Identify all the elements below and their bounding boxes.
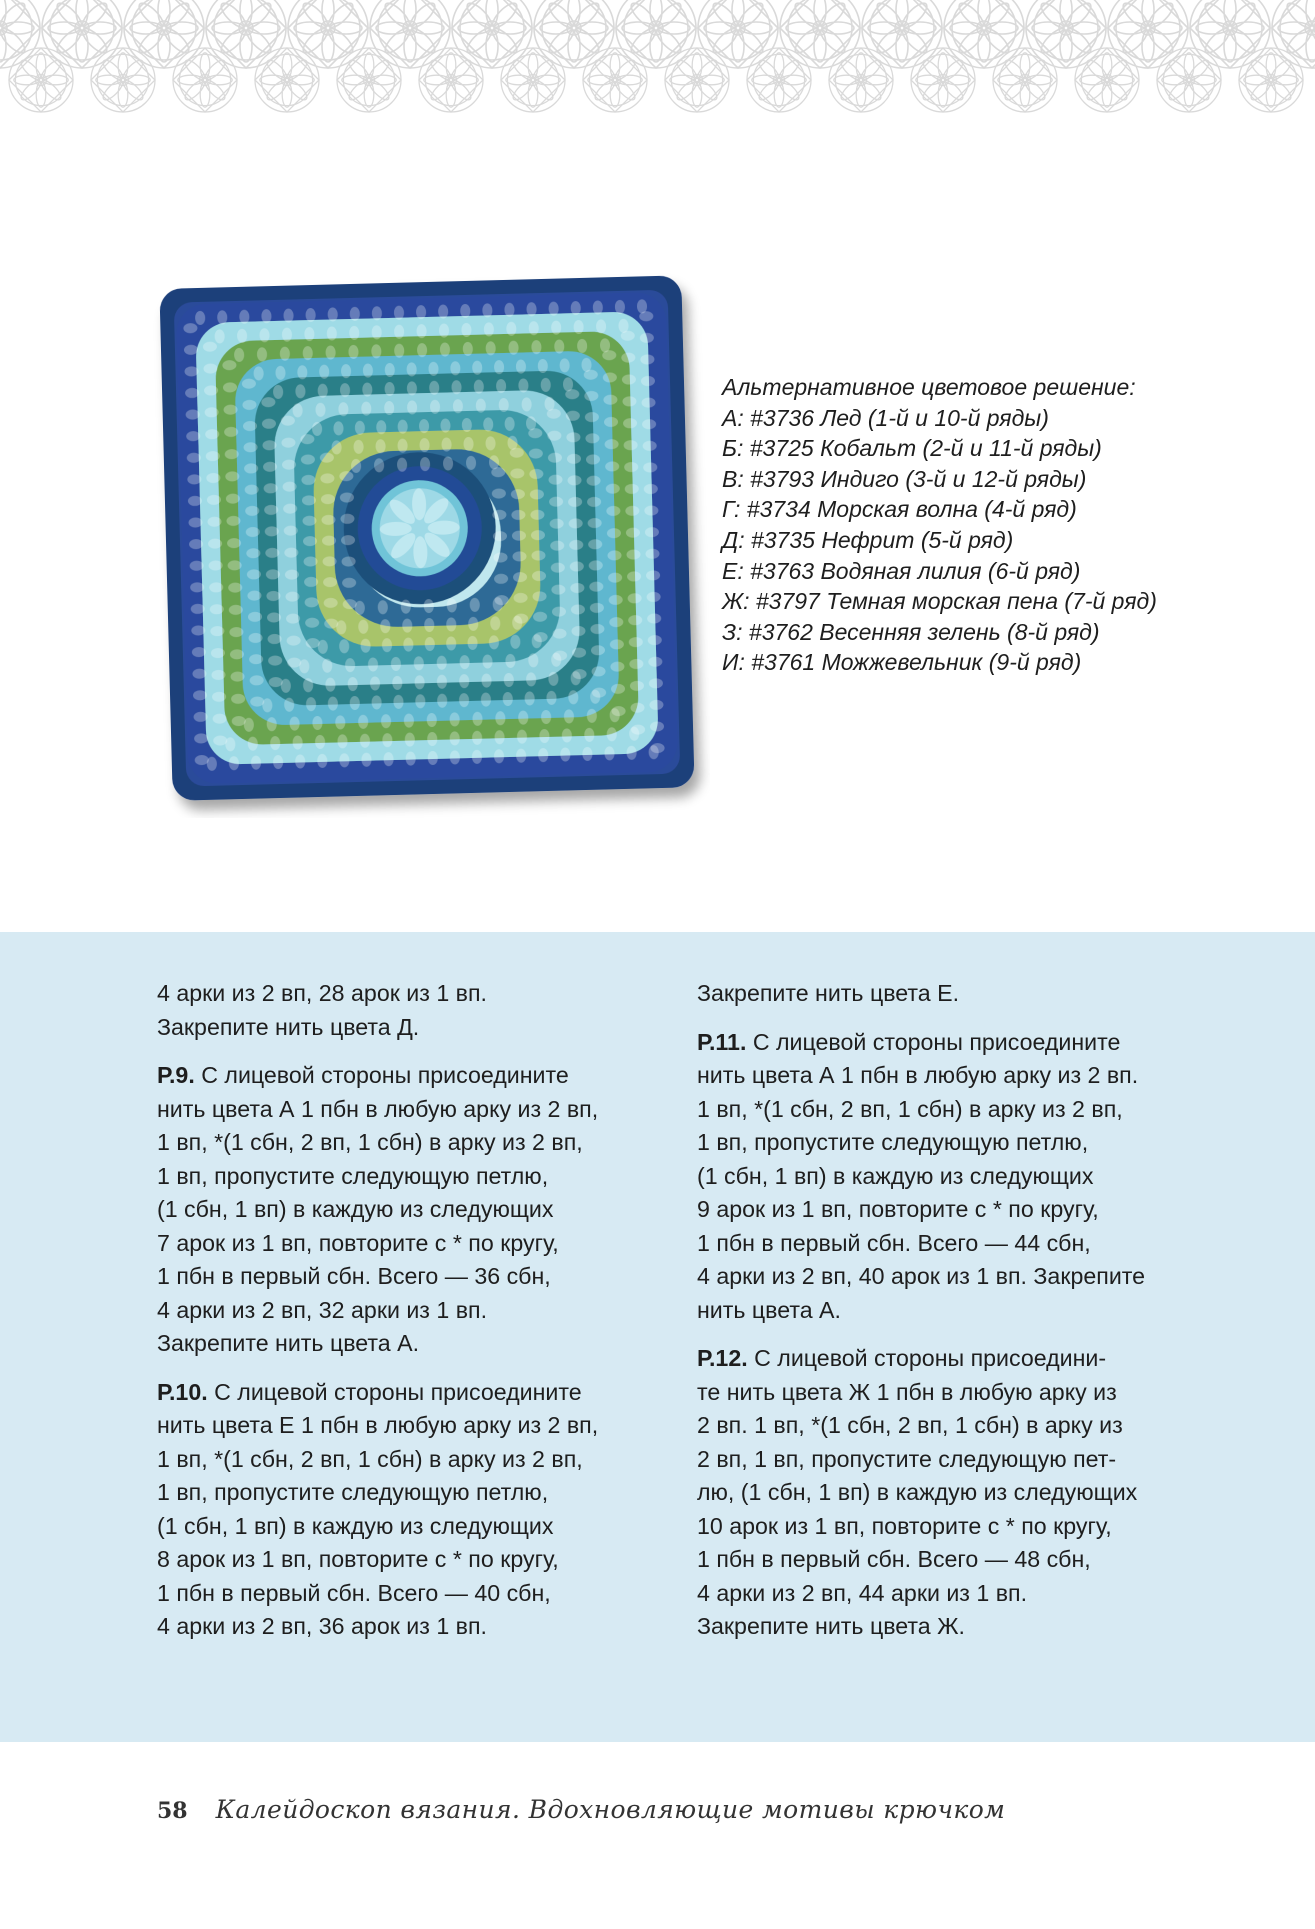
text-line: 7 арок из 1 вп, повторите с * по кругу, — [157, 1229, 559, 1256]
colorway-line: Г: #3734 Морская волна (4-й ряд) — [722, 496, 1077, 523]
paragraph-continuation — [697, 977, 1227, 1011]
lace-flower-motif — [419, 48, 483, 112]
lace-flower-motif — [829, 48, 893, 112]
text-line: 2 вп, 1 вп, пропустите следующую пет- — [697, 1445, 1117, 1472]
text-line: нить цвета А 1 пбн в любую арку из 2 вп. — [697, 1062, 1139, 1088]
text-line — [157, 1376, 687, 1410]
colorway-line: Д: #3735 Нефрит (5-й ряд) — [722, 526, 1014, 553]
row-intro: С лицевой стороны присоедините — [194, 1062, 569, 1088]
text-line: Закрепите нить цвета А. — [157, 1330, 420, 1356]
lace-flower-motif — [993, 48, 1057, 112]
text-line — [157, 1059, 687, 1093]
lace-flower-motif — [1157, 48, 1221, 112]
paragraph-row-12 — [697, 1342, 1227, 1644]
text-line: (1 сбн, 1 вп) в каждую из следующих — [697, 1162, 1094, 1189]
alternative-colorway-list — [722, 372, 1282, 678]
row-intro: С лицевой стороны присоедините — [746, 1028, 1121, 1055]
text-line: 1 пбн в первый сбн. Всего — 44 сбн, — [697, 1229, 1091, 1256]
text-line: 4 арки из 2 вп, 44 арки из 1 вп. — [697, 1579, 1028, 1606]
text-line: те нить цвета Ж 1 пбн в любую арку из — [697, 1378, 1117, 1405]
page-footer — [157, 1795, 1005, 1824]
text-line: 4 арки из 2 вп, 40 арок из 1 вп. Закрепите — [697, 1263, 1146, 1289]
text-line: Закрепите нить цвета Д. — [157, 1013, 420, 1040]
paragraph-row-9 — [157, 1059, 687, 1361]
colorway-line: Б: #3725 Кобальт (2-й и 11-й ряды) — [722, 435, 1102, 462]
lace-flower-motif — [173, 48, 237, 112]
lace-pattern-row — [9, 48, 1303, 112]
text-line: 1 вп, пропустите следующую петлю, — [697, 1129, 1089, 1155]
text-line: 1 вп, пропустите следующую петлю, — [157, 1162, 549, 1189]
row-label: Р.11. — [697, 1028, 747, 1055]
row-intro: С лицевой стороны присоедини- — [747, 1345, 1107, 1371]
lace-flower-motif — [1239, 48, 1303, 112]
lace-pattern-row — [0, 0, 1315, 68]
paragraph-row-10 — [157, 1376, 687, 1644]
row-intro: С лицевой стороны присоедините — [207, 1378, 582, 1405]
text-line: 1 пбн в первый сбн. Всего — 40 сбн, — [157, 1579, 551, 1606]
text-line: 1 вп, *(1 сбн, 2 вп, 1 сбн) в арку из 2 вп, — [157, 1129, 583, 1155]
paragraph-row-11 — [697, 1026, 1227, 1328]
lace-flower-motif — [1075, 48, 1139, 112]
text-line: 1 вп, *(1 сбн, 2 вп, 1 сбн) в арку из 2 вп, — [697, 1095, 1123, 1122]
text-line: 10 арок из 1 вп, повторите с * по кругу, — [697, 1512, 1112, 1539]
paragraph-continuation — [157, 977, 687, 1044]
text-line: Закрепите нить цвета Е. — [697, 980, 960, 1006]
lace-flower-motif — [747, 48, 811, 112]
colorway-title: Альтернативное цветовое решение: — [722, 374, 1136, 400]
text-line: 1 вп, *(1 сбн, 2 вп, 1 сбн) в арку из 2 вп, — [157, 1445, 583, 1472]
text-line — [697, 1342, 1227, 1376]
text-line: 4 арки из 2 вп, 36 арок из 1 вп. — [157, 1613, 487, 1639]
text-line: 8 арок из 1 вп, повторите с * по кругу, — [157, 1546, 559, 1572]
lace-flower-motif — [0, 0, 40, 68]
crochet-square-photo — [150, 258, 710, 818]
text-line: 4 арки из 2 вп, 32 арки из 1 вп. — [157, 1296, 488, 1323]
lace-flower-motif — [255, 48, 319, 112]
text-line: 1 вп, пропустите следующую петлю, — [157, 1479, 549, 1505]
text-line: 1 пбн в первый сбн. Всего — 36 сбн, — [157, 1263, 551, 1289]
colorway-line: И: #3761 Можжевельник (9-й ряд) — [722, 649, 1082, 676]
text-line — [697, 1026, 1227, 1060]
page-number: 58 — [157, 1798, 188, 1824]
instructions-left-column — [157, 977, 687, 1659]
text-line: нить цвета А 1 пбн в любую арку из 2 вп, — [157, 1095, 599, 1122]
text-line: (1 сбн, 1 вп) в каждую из следующих — [157, 1512, 554, 1539]
colorway-line: З: #3762 Весенняя зелень (8-й ряд) — [722, 618, 1100, 645]
colorway-line: А: #3736 Лед (1-й и 10-й ряды) — [722, 404, 1049, 431]
text-line: Закрепите нить цвета Ж. — [697, 1613, 965, 1639]
row-label: Р.12. — [697, 1345, 748, 1371]
lace-ornament-band — [0, 0, 1315, 130]
lace-flower-motif — [583, 48, 647, 112]
colorway-line: Ж: #3797 Темная морская пена (7-й ряд) — [722, 588, 1157, 615]
text-line: 1 пбн в первый сбн. Всего — 48 сбн, — [697, 1546, 1091, 1572]
colorway-line: Е: #3763 Водяная лилия (6-й ряд) — [722, 557, 1081, 584]
lace-flower-motif — [665, 48, 729, 112]
book-title: Калейдоскоп вязания. Вдохновляющие мотивы крючком — [215, 1795, 1006, 1824]
instructions-right-column — [697, 977, 1227, 1659]
lace-flower-motif — [9, 48, 73, 112]
lace-flower-motif — [337, 48, 401, 112]
text-line: лю, (1 сбн, 1 вп) в каждую из следующих — [697, 1479, 1138, 1505]
lace-flower-motif — [911, 48, 975, 112]
text-line: 4 арки из 2 вп, 28 арок из 1 вп. — [157, 980, 487, 1006]
lace-flower-motif — [501, 48, 565, 112]
row-label: Р.9. — [157, 1062, 195, 1088]
text-line: 9 арок из 1 вп, повторите с * по кругу, — [697, 1196, 1099, 1222]
text-line: 2 вп. 1 вп, *(1 сбн, 2 вп, 1 сбн) в арку из — [697, 1412, 1123, 1438]
text-line: (1 сбн, 1 вп) в каждую из следующих — [157, 1196, 554, 1222]
row-label: Р.10. — [157, 1378, 208, 1405]
colorway-line: В: #3793 Индиго (3-й и 12-й ряды) — [722, 465, 1087, 492]
text-line: нить цвета Е 1 пбн в любую арку из 2 вп, — [157, 1412, 599, 1438]
lace-flower-motif — [91, 48, 155, 112]
text-line: нить цвета А. — [697, 1296, 841, 1323]
